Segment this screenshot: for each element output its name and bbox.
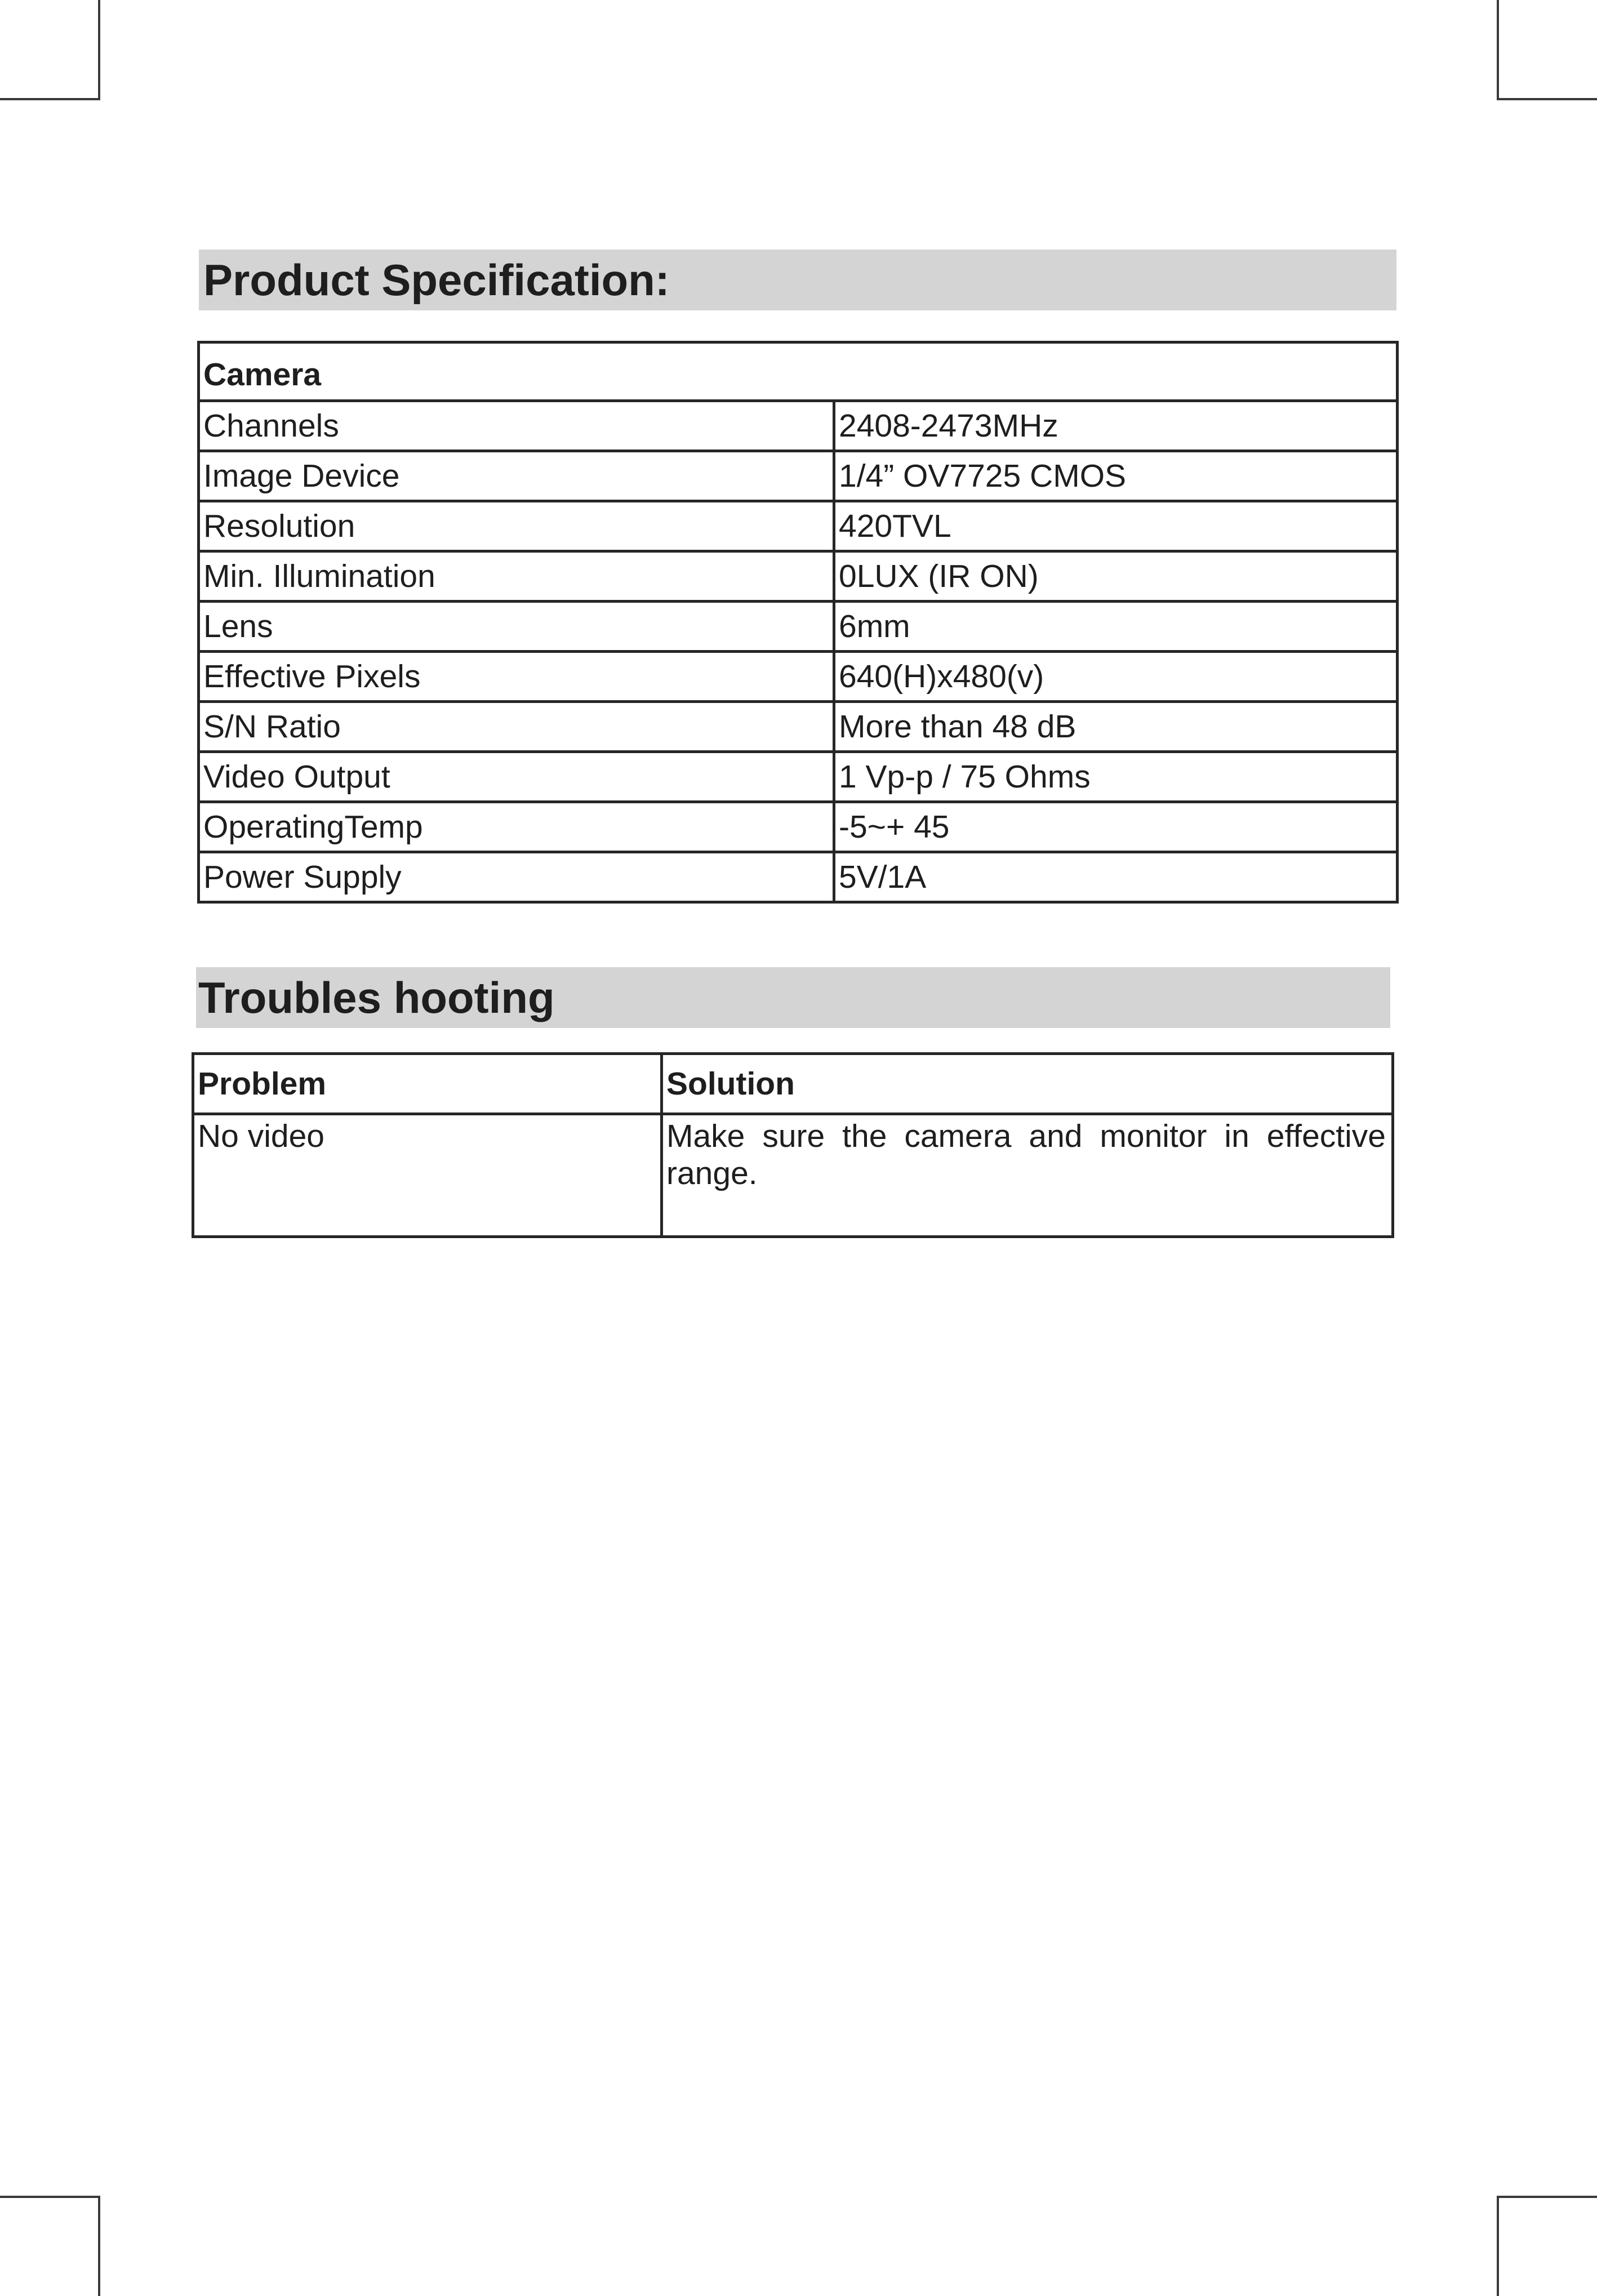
table-row [199,752,1398,802]
trouble-table-header-row [193,1054,1393,1114]
spec-label: Lens [199,602,834,652]
table-row [199,702,1398,752]
crop-mark-bottom-right-horizontal [1497,2196,1597,2198]
table-row [193,1114,1393,1237]
table-row [199,602,1398,652]
spec-value: 640(H)x480(v) [834,652,1398,702]
spec-label: Image Device [199,451,834,501]
spec-table-header-row [199,342,1398,401]
crop-mark-bottom-left-vertical [98,2196,100,2296]
crop-mark-top-right-horizontal [1497,98,1597,100]
spec-label: Video Output [199,752,834,802]
spec-label: Min. Illumination [199,551,834,602]
table-row [199,652,1398,702]
spec-value: -5~+ 45 [834,802,1398,852]
solution-header: Solution [662,1054,1393,1114]
crop-mark-top-left-horizontal [0,98,100,100]
spec-label: Resolution [199,501,834,551]
spec-label: S/N Ratio [199,702,834,752]
spec-label: OperatingTemp [199,802,834,852]
spec-label: Channels [199,401,834,451]
table-row [199,551,1398,602]
spec-value: More than 48 dB [834,702,1398,752]
solution-cell: Make sure the camera and monitor in effective range. [662,1114,1393,1237]
spec-value: 0LUX (IR ON) [834,551,1398,602]
table-row [199,802,1398,852]
spec-value: 1 Vp-p / 75 Ohms [834,752,1398,802]
trouble-section-title: Troubles hooting [196,967,1390,1028]
spec-value: 5V/1A [834,852,1398,902]
crop-mark-bottom-left-horizontal [0,2196,100,2198]
spec-section-title: Product Specification: [199,250,1396,310]
spec-value: 420TVL [834,501,1398,551]
spec-table-header: Camera [199,342,1398,401]
table-row [199,401,1398,451]
spec-value: 2408-2473MHz [834,401,1398,451]
problem-cell: No video [193,1114,662,1237]
table-row [199,501,1398,551]
problem-header: Problem [193,1054,662,1114]
trouble-table [192,1052,1394,1238]
spec-table [197,341,1399,904]
crop-mark-bottom-right-vertical [1497,2196,1499,2296]
table-row [199,852,1398,902]
table-row [199,451,1398,501]
spec-label: Power Supply [199,852,834,902]
crop-mark-top-left-vertical [98,0,100,100]
crop-mark-top-right-vertical [1497,0,1499,100]
spec-value: 1/4” OV7725 CMOS [834,451,1398,501]
spec-label: Effective Pixels [199,652,834,702]
spec-value: 6mm [834,602,1398,652]
